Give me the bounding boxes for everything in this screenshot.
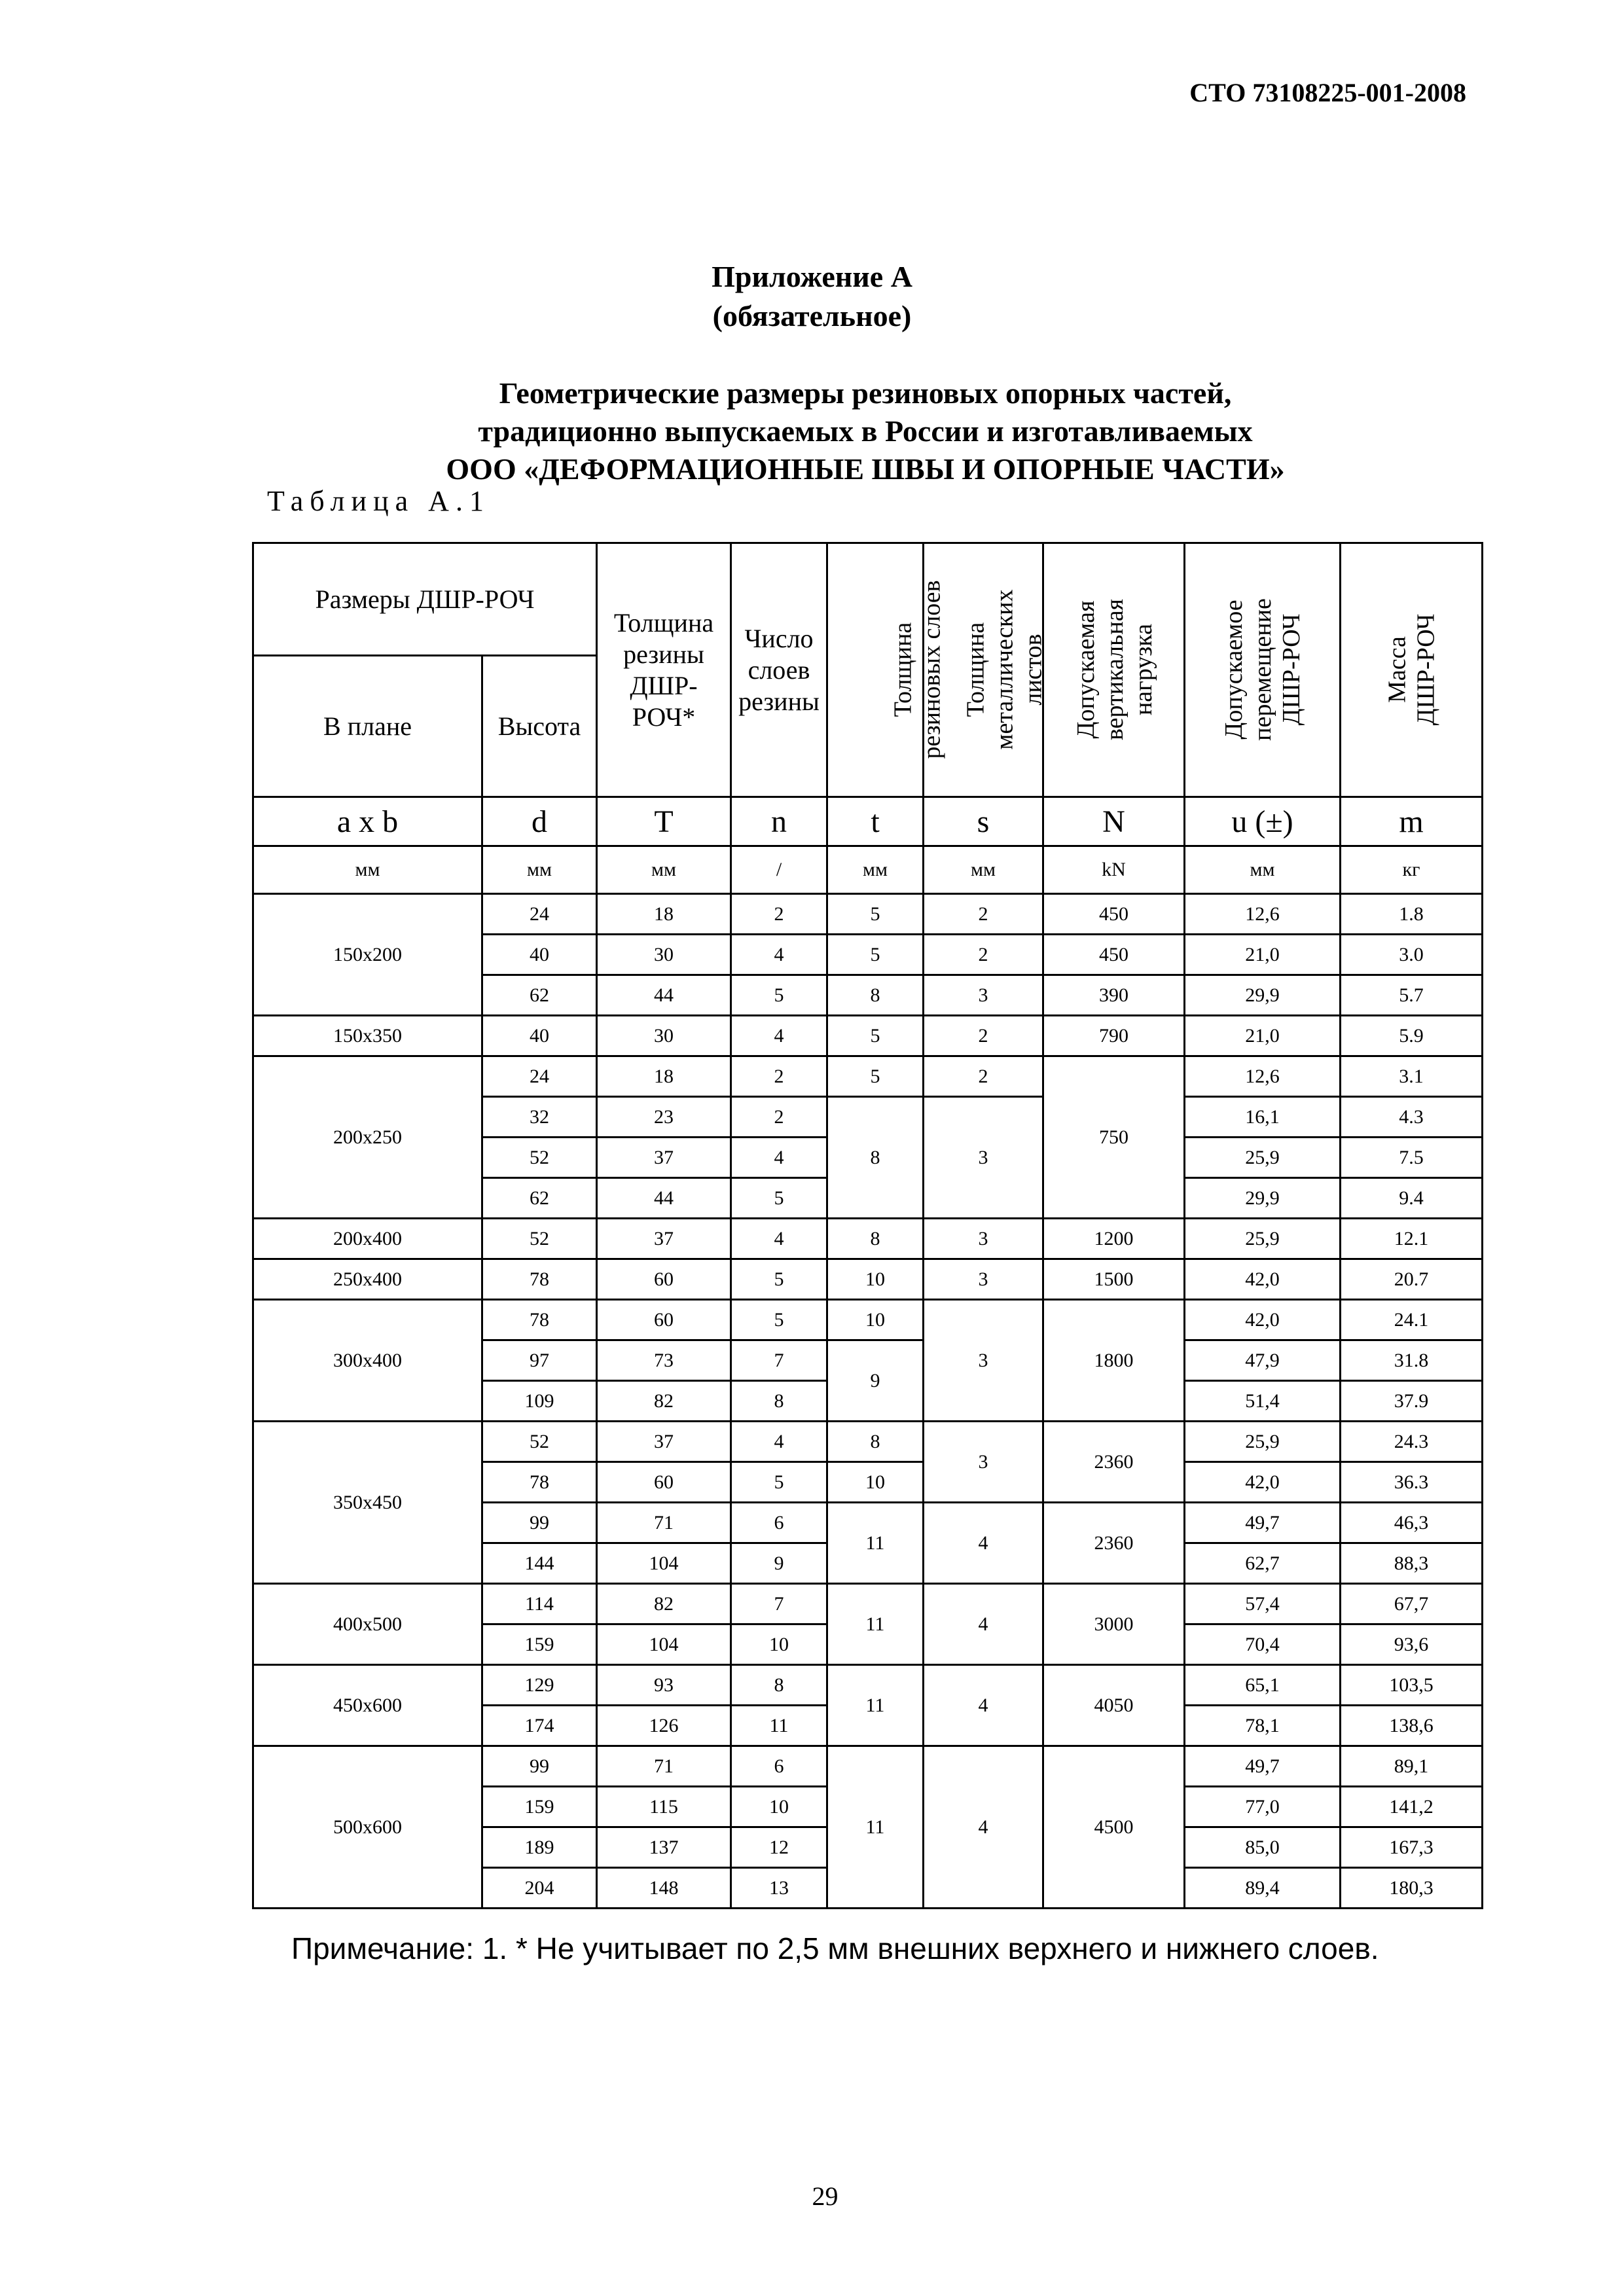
table-cell: 25,9: [1185, 1138, 1341, 1178]
table-cell: 37: [597, 1219, 731, 1259]
unit-cell: мм: [924, 846, 1043, 894]
table-cell: 103,5: [1341, 1665, 1483, 1706]
dimensions-table: [252, 542, 1483, 1909]
unit-cell: /: [731, 846, 827, 894]
table-cell: 12: [731, 1827, 827, 1868]
unit-cell: kN: [1043, 846, 1185, 894]
title-line-1: Геометрические размеры резиновых опорных частей,: [499, 376, 1232, 410]
table-cell: 32: [482, 1097, 597, 1138]
table-cell: 104: [597, 1624, 731, 1665]
table-cell: 159: [482, 1787, 597, 1827]
appendix-title: Приложение А: [712, 260, 912, 293]
table-cell: 200х400: [253, 1219, 482, 1259]
table-cell: 126: [597, 1706, 731, 1746]
table-row: [253, 1584, 1483, 1624]
table-row: [253, 1422, 1483, 1462]
table-cell: 5: [827, 894, 924, 935]
table-cell: 450: [1043, 894, 1185, 935]
table-cell: 49,7: [1185, 1746, 1341, 1787]
table-cell: 60: [597, 1259, 731, 1300]
table-cell: 8: [827, 1219, 924, 1259]
table-row: [253, 894, 1483, 935]
table-cell: 1800: [1043, 1300, 1185, 1422]
table-cell: 3.0: [1341, 935, 1483, 975]
table-row: [253, 1219, 1483, 1259]
table-cell: 99: [482, 1746, 597, 1787]
table-cell: 250х400: [253, 1259, 482, 1300]
table-cell: 180,3: [1341, 1868, 1483, 1909]
page-title: [0, 374, 1624, 488]
table-cell: 3: [924, 1300, 1043, 1422]
header-mass: Масса ДШР-РОЧ: [1341, 543, 1483, 797]
table-cell: 204: [482, 1868, 597, 1909]
table-cell: 31.8: [1341, 1340, 1483, 1381]
unit-cell: мм: [827, 846, 924, 894]
table-cell: 8: [827, 1422, 924, 1462]
appendix-subtitle: (обязательное): [712, 299, 912, 332]
table-cell: 44: [597, 975, 731, 1016]
table-cell: 21,0: [1185, 935, 1341, 975]
table-cell: 115: [597, 1787, 731, 1827]
table-cell: 148: [597, 1868, 731, 1909]
title-line-2: традиционно выпускаемых в России и изготавливаемых: [478, 414, 1253, 448]
symbol-cell: a x b: [253, 797, 482, 846]
table-cell: 44: [597, 1178, 731, 1219]
table-note: Примечание: 1. * Не учитывает по 2,5 мм внешних верхнего и нижнего слоев.: [291, 1931, 1379, 1965]
header-metal-thickness: Толщина металлических листов: [924, 543, 1043, 797]
table-cell: 46,3: [1341, 1503, 1483, 1543]
table-cell: 37: [597, 1138, 731, 1178]
table-cell: 500х600: [253, 1746, 482, 1909]
header-plan: В плане: [253, 656, 482, 797]
unit-cell: мм: [597, 846, 731, 894]
table-cell: 24.1: [1341, 1300, 1483, 1340]
table-cell: 97: [482, 1340, 597, 1381]
table-cell: 174: [482, 1706, 597, 1746]
table-cell: 450х600: [253, 1665, 482, 1746]
header-layers: Число слоев резины: [731, 543, 827, 797]
table-cell: 12.1: [1341, 1219, 1483, 1259]
document-code: СТО 73108225-001-2008: [1189, 78, 1466, 107]
table-label: Таблица А.1: [267, 485, 490, 517]
table-cell: 150х350: [253, 1016, 482, 1056]
table-cell: 9.4: [1341, 1178, 1483, 1219]
table-cell: 8: [827, 1097, 924, 1219]
table-cell: 78: [482, 1300, 597, 1340]
table-cell: 62,7: [1185, 1543, 1341, 1584]
table-cell: 4050: [1043, 1665, 1185, 1746]
table-cell: 47,9: [1185, 1340, 1341, 1381]
table-cell: 67,7: [1341, 1584, 1483, 1624]
table-cell: 2360: [1043, 1503, 1185, 1584]
table-cell: 129: [482, 1665, 597, 1706]
table-cell: 25,9: [1185, 1219, 1341, 1259]
table-cell: 65,1: [1185, 1665, 1341, 1706]
units-row: [253, 846, 1483, 894]
unit-cell: мм: [253, 846, 482, 894]
table-cell: 2360: [1043, 1422, 1185, 1503]
table-cell: 78: [482, 1259, 597, 1300]
symbol-cell: n: [731, 797, 827, 846]
table-cell: 70,4: [1185, 1624, 1341, 1665]
table-cell: 37: [597, 1422, 731, 1462]
unit-cell: мм: [482, 846, 597, 894]
symbol-cell: T: [597, 797, 731, 846]
table-cell: 62: [482, 1178, 597, 1219]
table-cell: 3: [924, 1422, 1043, 1503]
table-cell: 85,0: [1185, 1827, 1341, 1868]
table-cell: 40: [482, 935, 597, 975]
table-cell: 8: [731, 1381, 827, 1422]
table-cell: 5: [731, 1462, 827, 1503]
table-cell: 21,0: [1185, 1016, 1341, 1056]
table-cell: 2: [924, 894, 1043, 935]
table-cell: 4: [924, 1665, 1043, 1746]
table-cell: 150х200: [253, 894, 482, 1016]
header-vertical-load: Допускаемая вертикальная нагрузка: [1043, 543, 1185, 797]
table-cell: 1.8: [1341, 894, 1483, 935]
table-cell: 400х500: [253, 1584, 482, 1665]
table-cell: 13: [731, 1868, 827, 1909]
table-cell: 7: [731, 1584, 827, 1624]
symbol-cell: s: [924, 797, 1043, 846]
table-cell: 25,9: [1185, 1422, 1341, 1462]
table-cell: 10: [827, 1462, 924, 1503]
page-number: 29: [812, 2181, 839, 2211]
table-cell: 78: [482, 1462, 597, 1503]
table-cell: 82: [597, 1381, 731, 1422]
table-cell: 40: [482, 1016, 597, 1056]
table-row: [253, 1665, 1483, 1706]
table-cell: 5: [827, 1016, 924, 1056]
table-cell: 1500: [1043, 1259, 1185, 1300]
header-displacement: Допускаемое перемещение ДШР-РОЧ: [1185, 543, 1341, 797]
table-cell: 7.5: [1341, 1138, 1483, 1178]
table-cell: 52: [482, 1219, 597, 1259]
table-cell: 450: [1043, 935, 1185, 975]
table-cell: 109: [482, 1381, 597, 1422]
table-cell: 3: [924, 1219, 1043, 1259]
table-cell: 18: [597, 894, 731, 935]
table-cell: 5: [827, 935, 924, 975]
table-cell: 3: [924, 1259, 1043, 1300]
table-cell: 37.9: [1341, 1381, 1483, 1422]
unit-cell: мм: [1185, 846, 1341, 894]
table-cell: 12,6: [1185, 894, 1341, 935]
header-height: Высота: [482, 656, 597, 797]
table-cell: 10: [731, 1624, 827, 1665]
table-cell: 3.1: [1341, 1056, 1483, 1097]
table-cell: 11: [827, 1746, 924, 1909]
table-cell: 52: [482, 1138, 597, 1178]
table-cell: 1200: [1043, 1219, 1185, 1259]
table-cell: 9: [827, 1340, 924, 1422]
symbol-cell: u (±): [1185, 797, 1341, 846]
table-cell: 4: [731, 935, 827, 975]
table-cell: 71: [597, 1746, 731, 1787]
table-cell: 78,1: [1185, 1706, 1341, 1746]
table-cell: 390: [1043, 975, 1185, 1016]
table-cell: 114: [482, 1584, 597, 1624]
table-row: [253, 1056, 1483, 1097]
table-cell: 5: [731, 975, 827, 1016]
table-cell: 99: [482, 1503, 597, 1543]
table-cell: 790: [1043, 1016, 1185, 1056]
table-cell: 93: [597, 1665, 731, 1706]
table-row: [253, 1746, 1483, 1787]
table-cell: 20.7: [1341, 1259, 1483, 1300]
table-cell: 60: [597, 1300, 731, 1340]
table-cell: 4: [924, 1503, 1043, 1584]
table-cell: 11: [731, 1706, 827, 1746]
table-cell: 2: [924, 935, 1043, 975]
table-cell: 350х450: [253, 1422, 482, 1584]
table-cell: 9: [731, 1543, 827, 1584]
table-cell: 5: [731, 1259, 827, 1300]
symbol-cell: m: [1341, 797, 1483, 846]
table-cell: 167,3: [1341, 1827, 1483, 1868]
table-cell: 2: [924, 1016, 1043, 1056]
header-rubber-thickness: Толщина резины ДШР- РОЧ*: [597, 543, 731, 797]
table-cell: 88,3: [1341, 1543, 1483, 1584]
table-cell: 141,2: [1341, 1787, 1483, 1827]
table-cell: 93,6: [1341, 1624, 1483, 1665]
table-cell: 4: [731, 1219, 827, 1259]
table-cell: 11: [827, 1584, 924, 1665]
table-cell: 6: [731, 1746, 827, 1787]
table-cell: 3000: [1043, 1584, 1185, 1665]
table-cell: 2: [731, 1056, 827, 1097]
table-cell: 10: [731, 1787, 827, 1827]
table-cell: 5: [731, 1300, 827, 1340]
table-cell: 4500: [1043, 1746, 1185, 1909]
table-cell: 8: [827, 975, 924, 1016]
table-cell: 89,1: [1341, 1746, 1483, 1787]
table-cell: 5.9: [1341, 1016, 1483, 1056]
table-cell: 30: [597, 1016, 731, 1056]
table-cell: 24: [482, 894, 597, 935]
table-cell: 4: [731, 1016, 827, 1056]
table-cell: 750: [1043, 1056, 1185, 1219]
table-cell: 300х400: [253, 1300, 482, 1422]
table-row: [253, 1300, 1483, 1340]
table-cell: 7: [731, 1340, 827, 1381]
header-sizes: Размеры ДШР-РОЧ: [253, 543, 597, 656]
symbol-cell: N: [1043, 797, 1185, 846]
table-cell: 2: [731, 894, 827, 935]
table-cell: 62: [482, 975, 597, 1016]
table-cell: 42,0: [1185, 1259, 1341, 1300]
table-cell: 10: [827, 1259, 924, 1300]
table-cell: 52: [482, 1422, 597, 1462]
table-cell: 16,1: [1185, 1097, 1341, 1138]
table-cell: 49,7: [1185, 1503, 1341, 1543]
table-cell: 5: [731, 1178, 827, 1219]
table-cell: 5: [827, 1056, 924, 1097]
title-line-3: ООО «ДЕФОРМАЦИОННЫЕ ШВЫ И ОПОРНЫЕ ЧАСТИ»: [446, 452, 1285, 486]
table-cell: 4.3: [1341, 1097, 1483, 1138]
table-cell: 89,4: [1185, 1868, 1341, 1909]
table-body: [253, 894, 1483, 1909]
table-cell: 5.7: [1341, 975, 1483, 1016]
table-cell: 144: [482, 1543, 597, 1584]
table-cell: 71: [597, 1503, 731, 1543]
table-cell: 3: [924, 975, 1043, 1016]
header-rubber-layer-thickness: Толщина резиновых слоев: [827, 543, 924, 797]
table-cell: 10: [827, 1300, 924, 1340]
symbol-cell: t: [827, 797, 924, 846]
table-cell: 4: [924, 1584, 1043, 1665]
table-cell: 200х250: [253, 1056, 482, 1219]
table-cell: 82: [597, 1584, 731, 1624]
table-cell: 4: [731, 1422, 827, 1462]
table-cell: 60: [597, 1462, 731, 1503]
table-cell: 30: [597, 935, 731, 975]
table-cell: 3: [924, 1097, 1043, 1219]
table-row: [253, 1016, 1483, 1056]
table-cell: 51,4: [1185, 1381, 1341, 1422]
table-row: [253, 1259, 1483, 1300]
table-cell: 137: [597, 1827, 731, 1868]
table-cell: 8: [731, 1665, 827, 1706]
table-cell: 2: [924, 1056, 1043, 1097]
table-cell: 189: [482, 1827, 597, 1868]
table-cell: 42,0: [1185, 1300, 1341, 1340]
table-cell: 138,6: [1341, 1706, 1483, 1746]
table-cell: 159: [482, 1624, 597, 1665]
table-cell: 4: [924, 1746, 1043, 1909]
table-cell: 57,4: [1185, 1584, 1341, 1624]
table-cell: 11: [827, 1503, 924, 1584]
table-cell: 12,6: [1185, 1056, 1341, 1097]
table-cell: 2: [731, 1097, 827, 1138]
table-cell: 18: [597, 1056, 731, 1097]
table-cell: 4: [731, 1138, 827, 1178]
table-cell: 23: [597, 1097, 731, 1138]
table-cell: 29,9: [1185, 1178, 1341, 1219]
table-cell: 24: [482, 1056, 597, 1097]
table-cell: 24.3: [1341, 1422, 1483, 1462]
table-cell: 73: [597, 1340, 731, 1381]
table-cell: 104: [597, 1543, 731, 1584]
table-cell: 42,0: [1185, 1462, 1341, 1503]
table-cell: 36.3: [1341, 1462, 1483, 1503]
table-cell: 6: [731, 1503, 827, 1543]
table-cell: 11: [827, 1665, 924, 1746]
symbol-cell: d: [482, 797, 597, 846]
table-cell: 77,0: [1185, 1787, 1341, 1827]
table-cell: 29,9: [1185, 975, 1341, 1016]
unit-cell: кг: [1341, 846, 1483, 894]
symbols-row: [253, 797, 1483, 846]
